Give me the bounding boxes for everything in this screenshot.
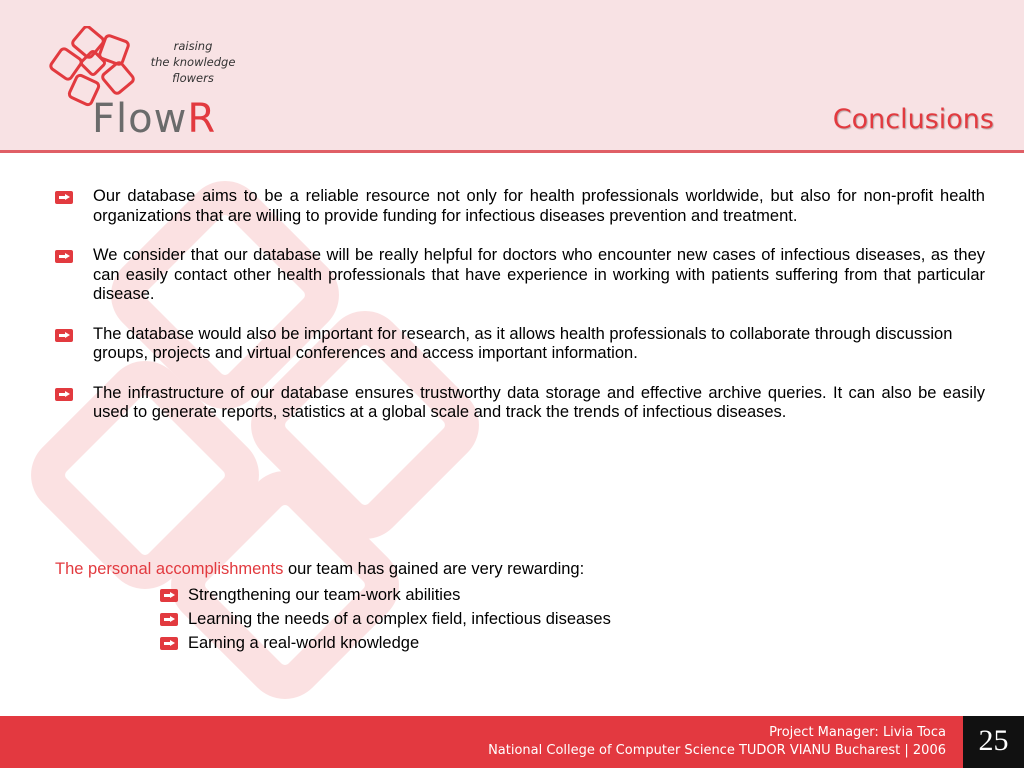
logo-tagline: [138, 38, 248, 86]
logo-tagline-line-2: the knowledge: [150, 55, 236, 69]
logo-tagline-line-1: raising: [173, 39, 213, 53]
project-manager-label: Project Manager: Livia Toca: [769, 725, 946, 740]
list-item-text: Learning the needs of a complex field, infectious diseases: [188, 610, 611, 628]
header-divider: [0, 150, 1024, 153]
arrow-bullet-icon: [160, 589, 178, 602]
list-item-text: Earning a real-world knowledge: [188, 634, 420, 652]
logo-wordmark-accent: R: [187, 96, 217, 142]
bullet-item: [55, 384, 985, 423]
slide-footer: [0, 716, 1024, 768]
bullet-item: [55, 187, 985, 226]
slide-header: [0, 0, 1024, 152]
logo-wordmark: [92, 96, 216, 142]
accomplishments-rest: our team has gained are very rewarding:: [283, 560, 585, 578]
accomplishments-highlight: The personal accomplishments: [55, 560, 284, 578]
page-number: 25: [978, 724, 1009, 757]
conclusion-bullets: [55, 187, 985, 443]
school-label: National College of Computer Science TUDOR VIANU Bucharest | 2006: [488, 743, 946, 758]
list-item: [160, 583, 611, 607]
list-item-text: Strengthening our team-work abilities: [188, 586, 461, 604]
accomplishments-list: [160, 583, 611, 655]
footer-credits: [488, 724, 946, 760]
bullet-text: The database would also be important for research, as it allows health professionals to collaborate through discussion groups, projects and virtual conferences and access important information.: [93, 324, 953, 362]
bullet-text: The infrastructure of our database ensures trustworthy data storage and effective archive queries. It can also be easily used to generate reports, statistics at a global scale and track the trends of infectious diseases.: [93, 383, 985, 421]
bullet-text: We consider that our database will be really helpful for doctors who encounter new cases of infectious diseases, as they can easily contact other health professionals that have experience in working with patients suffering from that particular disease.: [93, 246, 985, 303]
arrow-bullet-icon: [55, 329, 73, 342]
slide-title: Conclusions: [832, 104, 994, 135]
bullet-text: Our database aims to be a reliable resource not only for health professionals worldwide, but also for non-profit health organizations that are willing to provide funding for infectious diseases prevention and treatment.: [93, 187, 985, 225]
arrow-bullet-icon: [55, 191, 73, 204]
logo-tagline-line-3: flowers: [172, 71, 214, 85]
list-item: [160, 607, 611, 631]
arrow-bullet-icon: [55, 388, 73, 401]
arrow-bullet-icon: [160, 613, 178, 626]
arrow-bullet-icon: [55, 250, 73, 263]
list-item: [160, 631, 611, 655]
logo-wordmark-main: Flow: [92, 96, 188, 142]
accomplishments-intro: [55, 559, 985, 579]
bullet-item: [55, 246, 985, 305]
bullet-item: [55, 325, 985, 364]
page-number-box: [963, 716, 1024, 768]
arrow-bullet-icon: [160, 637, 178, 650]
